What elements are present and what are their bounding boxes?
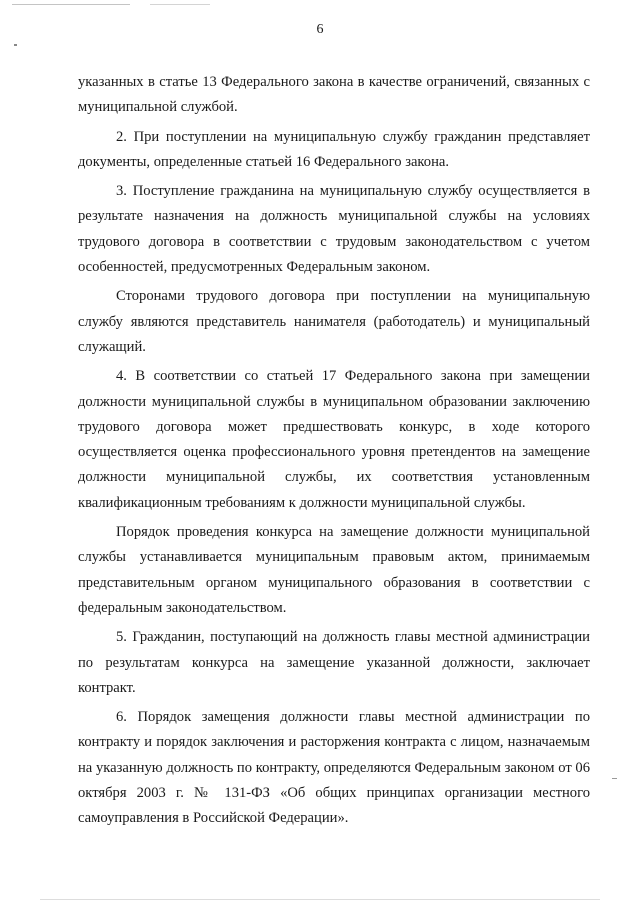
paragraph-item-6: 6. Порядок замещения должности главы местной администрации по контракту и порядок заключения и расторжения контракта с лицом, назначаемым на указанную должность по контракту, определяются Федеральным законом от 06 октября 2003 г. № 131-ФЗ «Об общих принципах организации местного самоуправления в Российской Федерации». <box>78 709 590 827</box>
paragraph-competition-procedure: Порядок проведения конкурса на замещение должности муниципальной службы устанавливается муниципальным правовым актом, принимаемым представительным органом муниципального образования в соответствии с федеральным законодательством. <box>78 524 590 616</box>
paragraph-item-4: 4. В соответствии со статьей 17 Федерального закона при замещении должности муниципальной службы в муниципальном образовании заключению трудового договора может предшествовать конкурс, в ходе которого осуществляется оценка профессионального уровня претендентов на замещение должности муниципальной службы, их соответствия установленным квалификационным требованиям к должности муниципальной службы. <box>78 368 590 511</box>
document-body <box>78 70 590 836</box>
scan-dot-right <box>612 778 617 779</box>
paragraph-item-2: 2. При поступлении на муниципальную службу гражданин представляет документы, определенные статьей 16 Федерального закона. <box>78 128 590 170</box>
paragraph-continuation: указанных в статье 13 Федерального закона в качестве ограничений, связанных с муниципальной службой. <box>78 74 590 116</box>
scan-mark-top-left <box>12 4 130 5</box>
paragraph-item-5: 5. Гражданин, поступающий на должность главы местной администрации по результатам конкурса на замещение указанной должности, заключает контракт. <box>78 629 590 696</box>
scan-mark-bottom <box>40 899 600 900</box>
page-number: 6 <box>316 22 324 37</box>
paragraph-item-3: 3. Поступление гражданина на муниципальную службу осуществляется в результате назначения на должность муниципальной службы на условиях трудового договора в соответствии с трудовым законодательством с учетом особенностей, предусмотренных Федеральным законом. <box>78 183 590 276</box>
scan-dot-left <box>14 44 17 46</box>
paragraph-employment-parties: Сторонами трудового договора при поступлении на муниципальную службу являются представитель нанимателя (работодатель) и муниципальный служащий. <box>78 288 590 355</box>
scan-mark-top-right <box>150 4 210 5</box>
